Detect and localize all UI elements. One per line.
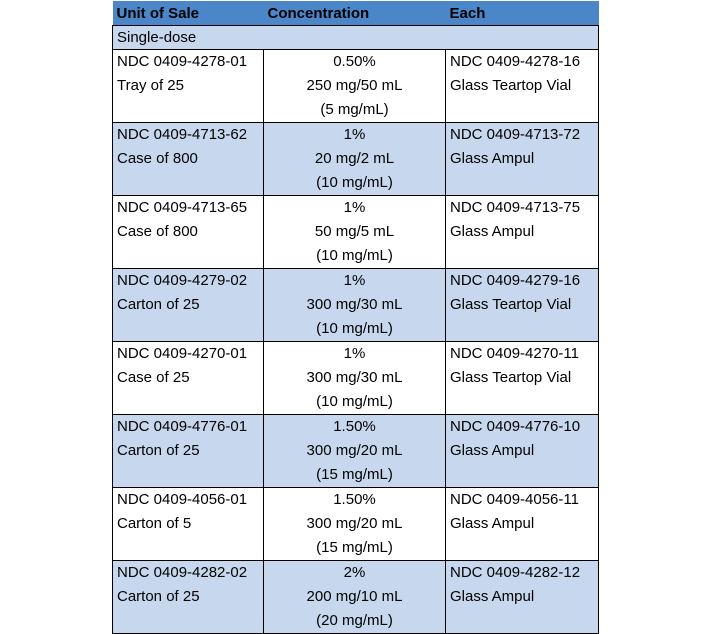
unit-of-sale-cell	[113, 415, 264, 488]
unit-of-sale-cell	[113, 50, 264, 123]
concentration-percent: 2%	[343, 564, 366, 581]
concentration-cell	[264, 50, 446, 123]
header-row	[113, 1, 599, 26]
concentration-per-ml: (10 mg/mL)	[316, 174, 393, 191]
each-cell	[446, 488, 599, 561]
concentration-per-ml: (10 mg/mL)	[316, 247, 393, 264]
concentration-cell	[264, 269, 446, 342]
concentration-per-ml: (10 mg/mL)	[316, 393, 393, 410]
unit-pack: Carton of 25	[117, 442, 200, 459]
concentration-percent: 1%	[343, 272, 366, 289]
concentration-cell	[264, 196, 446, 269]
table-row	[113, 50, 599, 123]
each-container-type: Glass Ampul	[450, 588, 535, 605]
unit-ndc: NDC 0409-4270-01	[117, 345, 248, 362]
unit-pack: Carton of 25	[117, 588, 200, 605]
table-row	[113, 415, 599, 488]
concentration-total: 300 mg/20 mL	[306, 442, 403, 459]
unit-pack: Carton of 25	[117, 296, 200, 313]
concentration-per-ml: (10 mg/mL)	[316, 320, 393, 337]
concentration-total: 300 mg/30 mL	[306, 369, 403, 386]
unit-of-sale-cell	[113, 123, 264, 196]
each-container-type: Glass Teartop Vial	[450, 77, 572, 94]
each-ndc: NDC 0409-4279-16	[450, 272, 581, 289]
unit-pack: Case of 800	[117, 150, 198, 167]
header-concentration: Concentration	[264, 1, 446, 26]
concentration-total: 50 mg/5 mL	[314, 223, 395, 240]
each-container-type: Glass Ampul	[450, 442, 535, 459]
unit-of-sale-cell	[113, 342, 264, 415]
table-row	[113, 342, 599, 415]
each-cell	[446, 196, 599, 269]
concentration-percent: 1%	[343, 345, 366, 362]
concentration-percent: 0.50%	[333, 53, 376, 70]
concentration-cell	[264, 342, 446, 415]
table-row	[113, 269, 599, 342]
concentration-cell	[264, 488, 446, 561]
each-container-type: Glass Ampul	[450, 150, 535, 167]
unit-ndc: NDC 0409-4279-02	[117, 272, 248, 289]
each-cell	[446, 415, 599, 488]
unit-ndc: NDC 0409-4278-01	[117, 53, 248, 70]
each-ndc: NDC 0409-4713-72	[450, 126, 581, 143]
each-ndc: NDC 0409-4056-11	[450, 491, 579, 508]
each-container-type: Glass Teartop Vial	[450, 369, 572, 386]
unit-pack: Case of 25	[117, 369, 190, 386]
unit-ndc: NDC 0409-4282-02	[117, 564, 248, 581]
each-container-type: Glass Ampul	[450, 515, 535, 532]
concentration-per-ml: (15 mg/mL)	[316, 539, 393, 556]
concentration-cell	[264, 561, 446, 634]
group-label: Single-dose	[113, 26, 599, 50]
table-row	[113, 123, 599, 196]
unit-of-sale-cell	[113, 269, 264, 342]
each-cell	[446, 50, 599, 123]
concentration-percent: 1%	[343, 199, 366, 216]
product-table	[112, 1, 599, 634]
concentration-percent: 1.50%	[333, 418, 376, 435]
each-cell	[446, 561, 599, 634]
unit-ndc: NDC 0409-4776-01	[117, 418, 248, 435]
unit-of-sale-cell	[113, 561, 264, 634]
unit-pack: Carton of 5	[117, 515, 192, 532]
concentration-cell	[264, 415, 446, 488]
table-row	[113, 196, 599, 269]
table-body	[113, 26, 599, 634]
header-unit-of-sale: Unit of Sale	[113, 1, 264, 26]
unit-pack: Tray of 25	[117, 77, 184, 94]
table-row	[113, 561, 599, 634]
each-ndc: NDC 0409-4282-12	[450, 564, 581, 581]
each-cell	[446, 123, 599, 196]
header-each: Each	[446, 1, 599, 26]
concentration-per-ml: (5 mg/mL)	[320, 101, 389, 118]
each-ndc: NDC 0409-4270-11	[450, 345, 579, 362]
each-container-type: Glass Teartop Vial	[450, 296, 572, 313]
concentration-total: 300 mg/30 mL	[306, 296, 403, 313]
concentration-total: 250 mg/50 mL	[306, 77, 403, 94]
concentration-cell	[264, 123, 446, 196]
concentration-percent: 1%	[343, 126, 366, 143]
each-ndc: NDC 0409-4776-10	[450, 418, 581, 435]
concentration-percent: 1.50%	[333, 491, 376, 508]
each-container-type: Glass Ampul	[450, 223, 535, 240]
unit-of-sale-cell	[113, 488, 264, 561]
each-cell	[446, 269, 599, 342]
group-row-single-dose	[113, 26, 599, 50]
concentration-total: 200 mg/10 mL	[306, 588, 403, 605]
unit-of-sale-cell	[113, 196, 264, 269]
unit-ndc: NDC 0409-4713-65	[117, 199, 248, 216]
each-cell	[446, 342, 599, 415]
concentration-per-ml: (15 mg/mL)	[316, 466, 393, 483]
each-ndc: NDC 0409-4713-75	[450, 199, 581, 216]
unit-pack: Case of 800	[117, 223, 198, 240]
unit-ndc: NDC 0409-4056-01	[117, 491, 248, 508]
concentration-total: 300 mg/20 mL	[306, 515, 403, 532]
table-row	[113, 488, 599, 561]
each-ndc: NDC 0409-4278-16	[450, 53, 581, 70]
concentration-total: 20 mg/2 mL	[314, 150, 395, 167]
unit-ndc: NDC 0409-4713-62	[117, 126, 248, 143]
concentration-per-ml: (20 mg/mL)	[316, 612, 393, 629]
